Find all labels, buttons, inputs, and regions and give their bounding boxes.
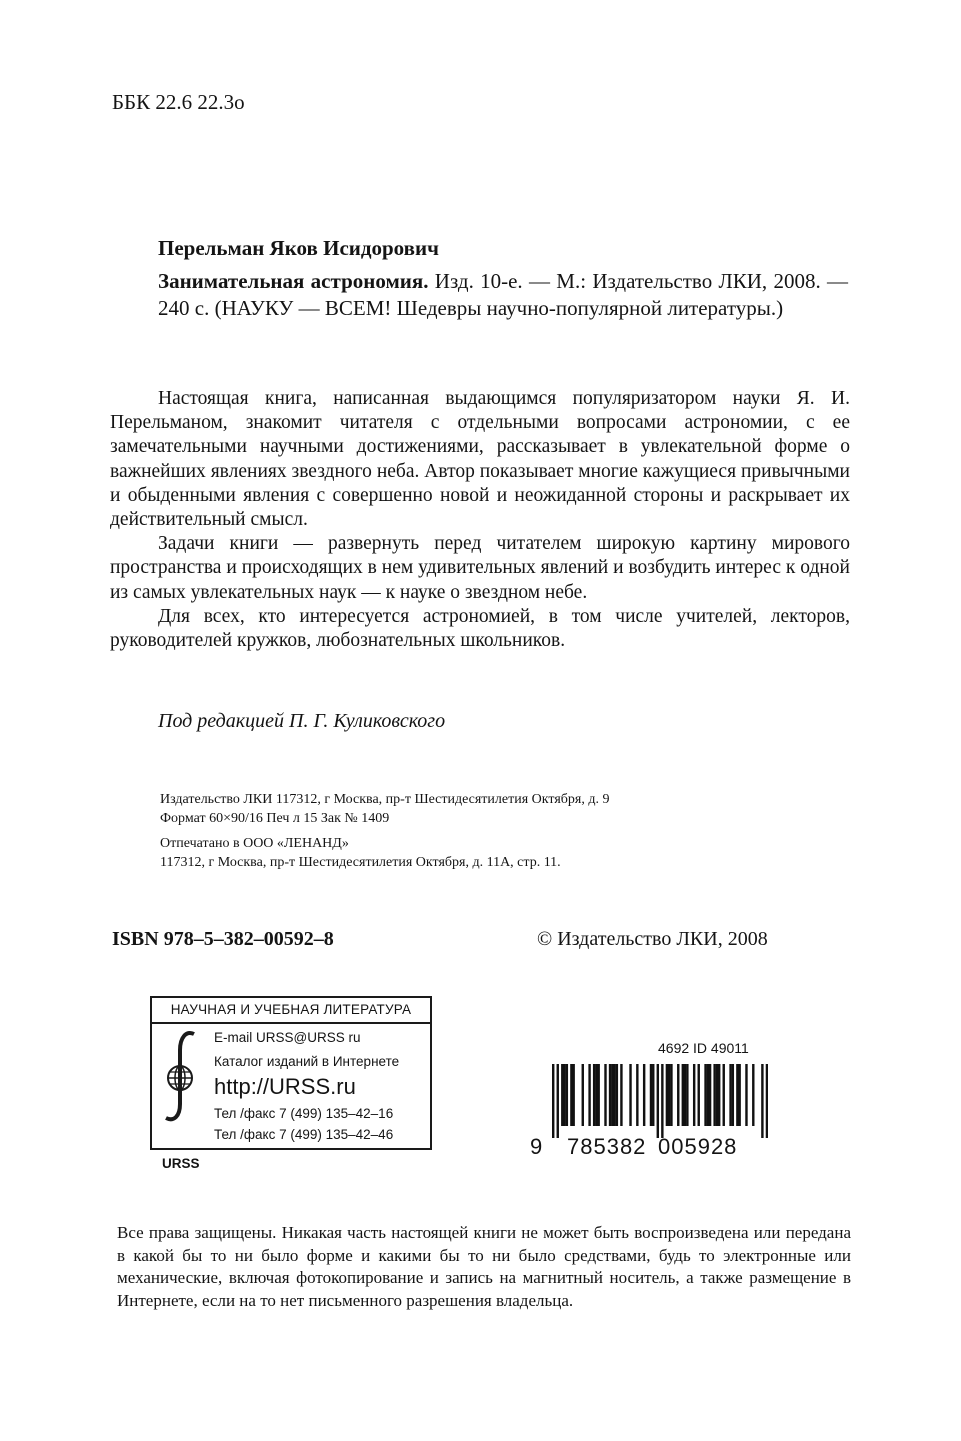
barcode-bar — [613, 1064, 615, 1126]
barcode-bar — [557, 1064, 559, 1138]
copyright-notice: © Издательство ЛКИ, 2008 — [537, 928, 768, 950]
barcode-bar — [552, 1064, 554, 1138]
imprint-printer: Отпечатано в ООО «ЛЕНАНД» — [160, 836, 349, 851]
barcode-bar — [716, 1064, 718, 1126]
urss-email[interactable]: E-mail URSS@URSS ru — [214, 1030, 361, 1045]
barcode-bar — [713, 1064, 715, 1126]
abstract-paragraph-2: Задачи книги — развернуть перед читателем широкую картину мирового пространства и происходящих в нем удивительных явлений и возбудить интерес к одной из самых увлекательных наук — к науке о звездном небе. — [110, 533, 850, 603]
urss-logo-icon — [156, 1028, 206, 1171]
book-title: Занимательная астрономия. — [158, 269, 429, 293]
urss-phone-2: Тел /факс 7 (499) 135–42–46 — [214, 1127, 394, 1142]
barcode-bar — [561, 1064, 563, 1126]
barcode-bar — [597, 1064, 599, 1126]
barcode-bar — [582, 1064, 584, 1126]
bibliographic-citation — [158, 268, 848, 322]
barcode-bar — [609, 1064, 611, 1126]
barcode-bar — [566, 1064, 568, 1126]
barcode-bar — [752, 1064, 754, 1126]
barcode-bar — [643, 1064, 645, 1126]
barcode-bar — [745, 1064, 747, 1126]
barcode-bar — [718, 1064, 720, 1126]
barcode-bar — [698, 1064, 700, 1126]
barcode-bar — [666, 1064, 668, 1126]
barcode-bar — [572, 1064, 574, 1126]
barcode-bar — [729, 1064, 731, 1126]
barcode-bar — [677, 1064, 679, 1126]
urss-info-box — [150, 996, 432, 1171]
barcode-first-digit: 9 — [530, 1134, 543, 1159]
urss-phone-1: Тел /факс 7 (499) 135–42–16 — [214, 1106, 394, 1121]
barcode-id: 4692 ID 49011 — [658, 1040, 749, 1056]
barcode-bar — [709, 1064, 711, 1126]
urss-box-header: НАУЧНАЯ И УЧЕБНАЯ ЛИТЕРАТУРА — [152, 998, 430, 1024]
barcode-bar — [650, 1064, 652, 1126]
integral-globe-icon — [156, 1028, 206, 1126]
barcode-bar — [620, 1064, 622, 1126]
editor-credit: Под редакцией П. Г. Куликовского — [158, 710, 446, 732]
barcode-bar — [611, 1064, 613, 1126]
barcode-bar — [588, 1064, 590, 1126]
barcode-bar — [686, 1064, 688, 1126]
abstract-paragraph-3: Для всех, кто интересуется астрономией, в том числе учителей, лекторов, руководителей кружков, любознательных школьников. — [110, 605, 850, 652]
barcode-bar — [682, 1064, 684, 1126]
barcode-bar — [723, 1064, 725, 1126]
barcode-bar — [595, 1064, 597, 1126]
barcode-icon — [552, 1064, 768, 1138]
barcode-bar — [657, 1064, 659, 1138]
imprint-block — [160, 790, 609, 872]
barcode-bar — [693, 1064, 695, 1126]
barcode-bar — [732, 1064, 734, 1126]
author-name: Перельман Яков Исидорович — [158, 236, 439, 260]
rights-notice: Все права защищены. Никакая часть настоящей книги не может быть воспроизведена или передана в какой бы то ни было форме и какими бы то ни было средствами, будь то электронные или механические, включая фотокопирование и запись на магнитный носитель, а также размещение в Интернете, если на то нет письменного разрешения владельца. — [117, 1223, 851, 1310]
barcode-bar — [738, 1064, 740, 1126]
imprint-publisher-address: Издательство ЛКИ 117312, г Москва, пр-т Шестидесятилетия Октября, д. 9 — [160, 792, 610, 807]
bbk-classification: ББК 22.6 22.3о — [112, 90, 245, 114]
barcode-bar — [661, 1064, 663, 1138]
barcode-bar — [704, 1064, 706, 1126]
barcode-bar — [570, 1064, 572, 1126]
barcode-bar — [736, 1064, 738, 1126]
imprint-printer-address: 117312, г Москва, пр-т Шестидесятилетия Октября, д. 11А, стр. 11. — [160, 855, 561, 870]
barcode-bar — [616, 1064, 618, 1126]
barcode-bar — [629, 1064, 631, 1126]
barcode-bar — [593, 1064, 595, 1126]
barcode-bar — [652, 1064, 654, 1126]
urss-catalog-label: Каталог изданий в Интернете — [214, 1054, 400, 1069]
isbn: ISBN 978–5–382–00592–8 — [112, 928, 334, 950]
barcode-bar — [670, 1064, 672, 1126]
barcode-bar — [563, 1064, 565, 1126]
citation-details: Изд. 10-е. — М.: Издательство ЛКИ, 2008. — 240 с. (НАУКУ — ВСЕМ! Шедевры научно-популярной литературы.) — [158, 269, 849, 320]
barcode-bar — [684, 1064, 686, 1126]
barcode-bar — [668, 1064, 670, 1126]
barcode-bar — [766, 1064, 768, 1138]
barcode-bar — [707, 1064, 709, 1126]
book-abstract — [110, 387, 850, 653]
urss-logo-text: URSS — [162, 1156, 200, 1171]
barcode-right-digits: 005928 — [658, 1134, 738, 1159]
barcode-bar — [604, 1064, 606, 1126]
barcode-left-digits: 785382 — [567, 1134, 647, 1159]
barcode-bar — [636, 1064, 638, 1126]
urss-website-link[interactable]: http://URSS.ru — [214, 1074, 356, 1099]
imprint-format: Формат 60×90/16 Печ л 15 Зак № 1409 — [160, 811, 390, 826]
abstract-paragraph-1: Настоящая книга, написанная выдающимся популяризатором науки Я. И. Перельманом, знакомит читателя с отдельными вопросами астрономии, с ее замечательными научными достижениями, рассказывает в увлекательной форме о важнейших явлениях звездного неба. Автор показывает многие кажущиеся привычными и обыденными явления с совершенно новой и неожиданной стороны и раскрывает их действительный смысл. — [110, 388, 850, 531]
barcode-bar — [761, 1064, 763, 1138]
